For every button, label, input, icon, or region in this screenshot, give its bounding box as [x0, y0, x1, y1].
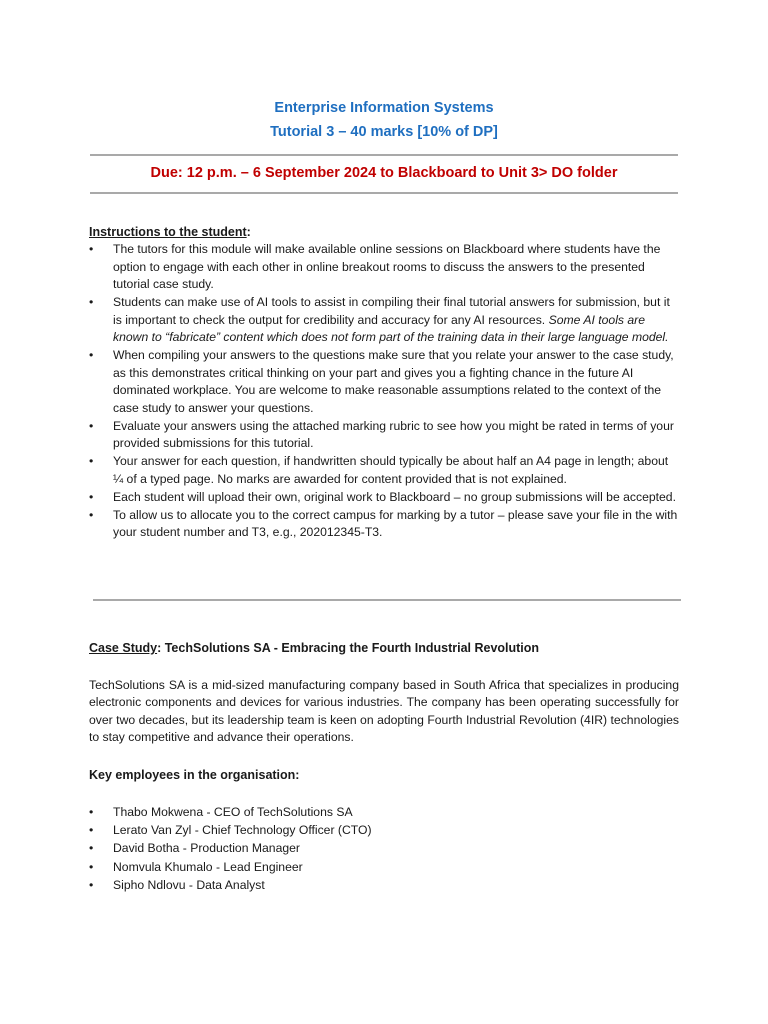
instruction-text: Your answer for each question, if handwritten should typically be about half an A4 page in length; about ¼ of a typed page. No marks are awarded for content provided that is not explained. — [113, 454, 669, 486]
employees-list — [89, 803, 681, 894]
course-title: Enterprise Information Systems — [274, 100, 494, 116]
bullet-icon: • — [89, 805, 94, 819]
bullet-icon: • — [89, 823, 94, 838]
instruction-text: Each student will upload their own, original work to Blackboard – no group submissions will be accepted. — [113, 489, 676, 504]
instruction-item — [89, 489, 681, 507]
instructions-list — [89, 241, 681, 542]
bullet-icon: • — [89, 841, 94, 856]
case-study-label: Case Study — [89, 641, 158, 655]
employee-item — [89, 858, 681, 876]
bullet-icon: • — [89, 877, 94, 892]
bullet-icon: • — [89, 454, 94, 468]
divider-below-due — [90, 192, 678, 194]
employee-text: David Botha - Production Manager — [113, 841, 300, 856]
employees-heading: Key employees in the organisation: — [89, 768, 300, 782]
instructions-heading-text: Instructions to the student — [89, 225, 247, 239]
instruction-item — [89, 453, 681, 488]
instruction-text: When compiling your answers to the questions make sure that you relate your answer to the case study, as this demonstrates critical thinking on your part and gives you a fighting chance in the future AI dominated workplace. You are welcome to make reasonable assumptions related to the context of the case study to answer your questions. — [113, 348, 674, 415]
instruction-item — [89, 294, 681, 347]
bullet-icon: • — [89, 242, 94, 256]
employee-text: Lerato Van Zyl - Chief Technology Officer (CTO) — [113, 823, 372, 838]
due-date-line: Due: 12 p.m. – 6 September 2024 to Blackboard to Unit 3> DO folder — [150, 165, 618, 181]
instruction-text: Evaluate your answers using the attached marking rubric to see how you might be rated in terms of your provided submissions for this tutorial. — [113, 418, 674, 450]
employee-item — [89, 839, 681, 857]
instructions-heading-colon: : — [246, 225, 251, 239]
bullet-icon: • — [89, 295, 94, 309]
case-study-heading — [89, 639, 539, 657]
bullet-icon: • — [89, 418, 94, 433]
employee-item — [89, 821, 681, 839]
instruction-text: To allow us to allocate you to the correct campus for marking by a tutor – please save your file in the with your student number and T3, e.g., 202012345-T3. — [113, 507, 678, 539]
bullet-icon: • — [89, 859, 94, 874]
instruction-italic-note: Some AI tools are known to “fabricate” content which does not form part of the training data in their large language model. — [113, 312, 669, 344]
employee-item — [89, 876, 681, 894]
bullet-icon: • — [89, 489, 94, 504]
instruction-text: The tutors for this module will make available online sessions on Blackboard where students have the option to engage with each other in online breakout rooms to discuss the answers to the presented tutorial case study. — [113, 242, 661, 291]
bullet-icon: • — [89, 348, 94, 362]
bullet-icon: • — [89, 507, 94, 522]
instruction-item — [89, 507, 681, 542]
case-study-title: : TechSolutions SA - Embracing the Fourth Industrial Revolution — [157, 641, 540, 655]
case-study-paragraph: TechSolutions SA is a mid-sized manufacturing company based in South Africa that specializes in producing electronic components and devices for various industries. The company has been operating successfully for over two decades, but its leadership team is keen on adopting Fourth Industrial Revolution (4IR) technologies to stay competitive and advance their operations. — [89, 678, 679, 744]
divider-top — [90, 154, 678, 156]
tutorial-title: Tutorial 3 – 40 marks [10% of DP] — [270, 124, 498, 140]
employee-text: Nomvula Khumalo - Lead Engineer — [113, 859, 303, 874]
instructions-heading — [89, 223, 251, 241]
employee-text: Thabo Mokwena - CEO of TechSolutions SA — [113, 805, 353, 819]
instruction-item — [89, 418, 681, 453]
instruction-text: Students can make use of AI tools to assist in compiling their final tutorial answers for submission, but it is important to check the output for credibility and accuracy for any AI resources. — [113, 295, 670, 327]
instruction-item — [89, 241, 681, 294]
employee-text: Sipho Ndlovu - Data Analyst — [113, 877, 265, 892]
employee-item — [89, 803, 681, 821]
instruction-item — [89, 347, 681, 417]
divider-before-case-study — [93, 599, 681, 601]
title-block — [0, 96, 768, 144]
